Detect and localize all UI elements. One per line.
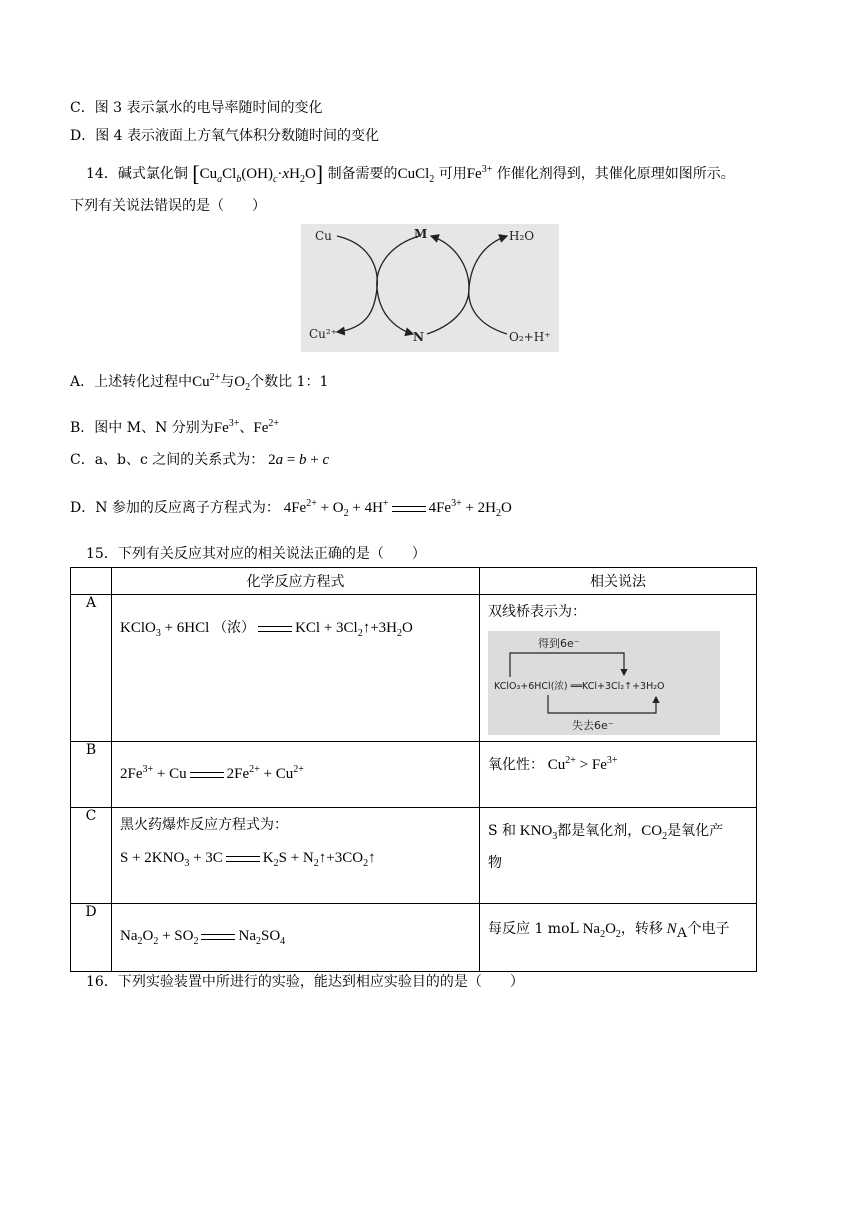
q14-formula: $[Cu_aCl_b(OH)_c\cdot xH_2O]$	[192, 161, 324, 186]
q15-stem: 15．下列有关反应其对应的相关说法正确的是（ ）	[86, 546, 426, 562]
q14-option-d: D．N 参加的反应离子方程式为： $4Fe^{2+} + O_2 + 4H^+$ $4Fe^{3+} + 2H_2O$	[70, 498, 512, 519]
table-header-remark: 相关说法	[480, 568, 757, 595]
row-label: B	[71, 742, 112, 808]
row-label: D	[71, 904, 112, 972]
row-label: A	[71, 595, 112, 742]
double-line-bridge-image	[488, 631, 720, 735]
q15-table	[70, 567, 757, 972]
table-row	[71, 742, 757, 808]
q14-stem: 14．碱式氯化铜 $[Cu_aCl_b(OH)_c\cdot xH_2O]$ 制备需要的CuCl$_2$ 可用$Fe^{3+}$ 作催化剂得到，其催化原理如图所示。	[86, 161, 735, 186]
label-n: N	[413, 330, 424, 344]
table-row	[71, 904, 757, 972]
row-c-equation: 黑火药爆炸反应方程式为： $S + 2KNO_3 + 3C$ $K_2S$ + $N_2↑+3CO_2↑$	[120, 817, 376, 869]
catalysis-diagram	[301, 224, 559, 352]
row-label: C	[71, 808, 112, 904]
row-b-equation: $2Fe^{3+} + Cu$ $2Fe^{2+} + Cu^{2+}$	[120, 764, 304, 782]
table-row	[71, 595, 757, 742]
q14-option-a: A．上述转化过程中$Cu^{2+}$与$O_2$个数比 1：1	[70, 372, 329, 393]
q14-option-c: C．a、b、c 之间的关系式为： 2a = b + c	[70, 452, 330, 468]
q14-number: 14．碱式氯化铜	[86, 166, 188, 182]
label-cu: Cu	[315, 229, 332, 243]
row-d-equation: $Na_2O_2 + SO_2$ $Na_2SO_4$	[120, 928, 286, 947]
option-c-13: C．图 3 表示氯水的电导率随时间的变化	[70, 100, 323, 116]
label-m: M	[414, 227, 428, 241]
table-header-equation: 化学反应方程式	[112, 568, 480, 595]
label-cu2plus: Cu²⁺	[309, 327, 338, 341]
bridge-gain-label: 得到6e⁻	[538, 637, 580, 650]
q14-mid: 制备需要的	[327, 166, 398, 182]
row-a-remark: 双线桥表示为： 得到6e⁻ KClO₃+6HCl(浓) ══KCl+3Cl₂↑+3H₂O 失去6e⁻	[480, 595, 756, 741]
row-a-equation: KClO$_3$ + 6HCl （浓） KCl + $3Cl_2↑+3H_2O$	[120, 620, 413, 639]
row-d-remark: 每反应 1 moL $Na_2O_2$，转移 $N_A$个电子	[488, 921, 730, 941]
q14-option-b: B．图中 M、N 分别为$Fe^{3+}$、$Fe^{2+}$	[70, 418, 280, 436]
bridge-lose-label: 失去6e⁻	[572, 719, 614, 732]
table-header-empty	[71, 568, 112, 595]
q16-stem: 16．下列实验装置中所进行的实验，能达到相应实验目的的是（ ）	[86, 974, 524, 990]
q14-stem-line2: 下列有关说法错误的是（ ）	[70, 198, 266, 214]
option-d-13: D．图 4 表示液面上方氧气体积分数随时间的变化	[70, 128, 380, 144]
table-row	[71, 808, 757, 904]
label-o2-h: O₂+H⁺	[509, 330, 551, 344]
row-c-remark: S 和 $KNO_3$都是氧化剂，$CO_2$是氧化产 物	[488, 823, 724, 871]
row-b-remark: 氧化性： $Cu^{2+} > Fe^{3+}$	[488, 755, 618, 773]
label-h2o: H₂O	[509, 229, 535, 243]
q14-tail: 作催化剂得到，其催化原理如图所示。	[496, 166, 735, 182]
bridge-equation: KClO₃+6HCl(浓) ══KCl+3Cl₂↑+3H₂O	[494, 681, 665, 692]
